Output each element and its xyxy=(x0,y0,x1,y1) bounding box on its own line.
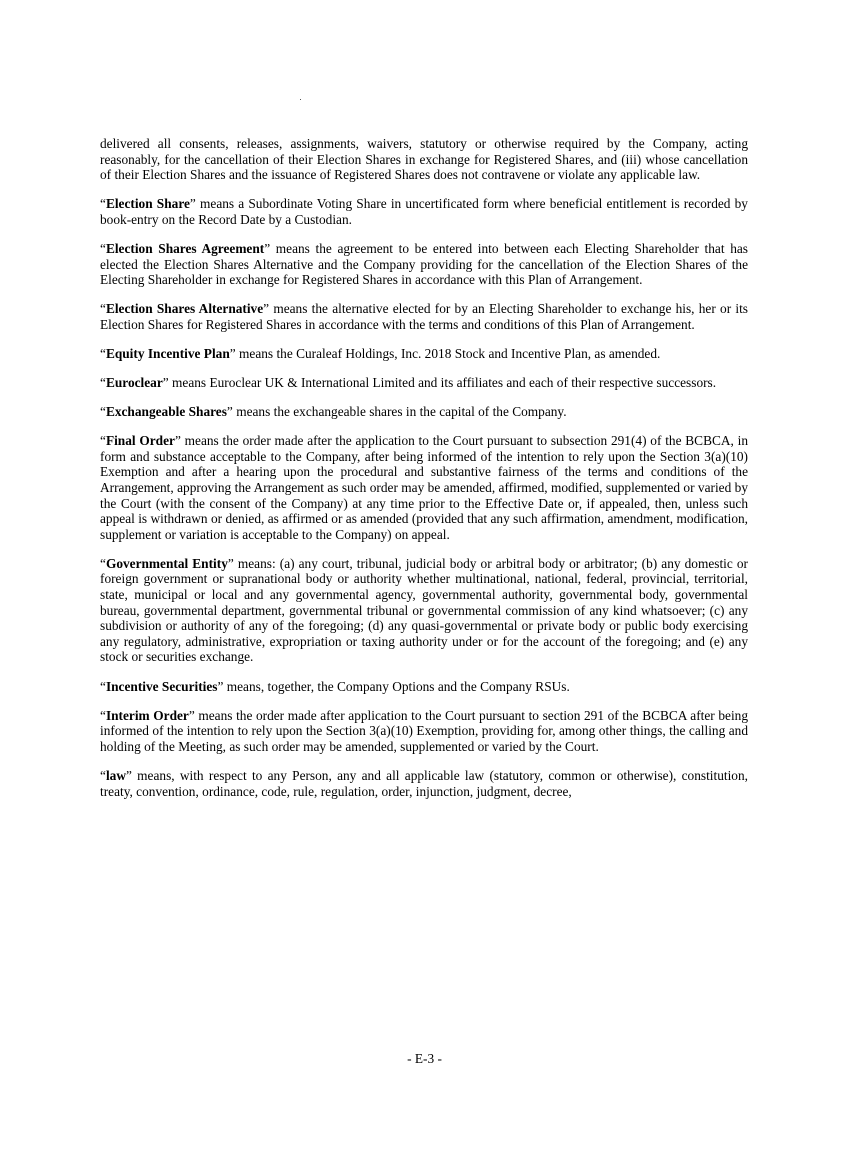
definition-election-shares-alternative: “Election Shares Alternative” means the alternative elected for by an Electing Shareholder to exchange his, her or its Election Shares for Registered Shares in accordance with the terms and conditions of this Plan of Arrangement. xyxy=(100,301,748,332)
definition-text: means the agreement to be entered into between each Electing Shareholder that has elected the Election Shares Alternative and the Company providing for the cancellation of the Election Shares of the Electing Shareholder in exchange for Registered Shares in accordance with this Plan of Arrangement. xyxy=(100,240,748,288)
scan-speck xyxy=(300,99,301,100)
definition-text: means the Curaleaf Holdings, Inc. 2018 Stock and Incentive Plan, as amended. xyxy=(235,345,661,361)
definition-text: means, with respect to any Person, any and all applicable law (statutory, common or otherwise), constitution, treaty, convention, ordinance, code, rule, regulation, order, injunction, judgment, decree, xyxy=(100,767,748,799)
defined-term: Exchangeable Shares xyxy=(105,404,227,420)
definition-text: means the order made after application to the Court pursuant to section 291 of the BCBCA after being informed of the intention to rely upon the Section 3(a)(10) Exemption, providing for, among other things, the calling and holding of the Meeting, as such order may be amended, supplemented or varied by the Court. xyxy=(100,707,748,754)
definition-final-order: “Final Order” means the order made after the application to the Court pursuant to subsection 291(4) of the BCBCA, in form and substance acceptable to the Company, after being informed of the intention to rely upon the Section 3(a)(10) Exemption and after a hearing upon the procedural and substantive fairness of the terms and conditions of the Arrangement, approving the Arrangement as such order may be amended, affirmed, modified, supplemented or varied by the Court (with the consent of the Company) at any time prior to the Effective Date or, if appealed, then, unless such appeal is withdrawn or denied, as affirmed or as amended (provided that any such affirmation, amendment, modification, supplement or variation is acceptable to the Company) on appeal. xyxy=(100,433,748,542)
defined-term: Final Order xyxy=(105,433,175,449)
definition-incentive-securities: “Incentive Securities” means, together, the Company Options and the Company RSUs. xyxy=(100,678,570,694)
definition-text: means the alternative elected for by an Electing Shareholder to exchange his, her or its Election Shares for Registered Shares in accordance with the terms and conditions of this Plan of Arrangement. xyxy=(100,301,748,332)
definition-text: means, together, the Company Options and the Company RSUs. xyxy=(223,678,570,694)
defined-term: Equity Incentive Plan xyxy=(105,345,230,361)
paragraph-continuation xyxy=(100,136,748,183)
definition-interim-order: “Interim Order” means the order made after application to the Court pursuant to section 291 of the BCBCA after being informed of the intention to rely upon the Section 3(a)(10) Exemption, providing for, among other things, the calling and holding of the Meeting, as such order may be amended, supplemented or varied by the Court. xyxy=(100,707,748,754)
definition-text: means the order made after the application to the Court pursuant to subsection 291(4) of the BCBCA, in form and substance acceptable to the Company, after being informed of the intention to rely upon the Section 3(a)(10) Exemption and after a hearing upon the procedural and substantive fairness of the terms and conditions of the Arrangement, approving the Arrangement as such order may be amended, affirmed, modified, supplemented or varied by the Court (with the consent of the Company) at any time prior to the Effective Date or, if appealed, then, unless such appeal is withdrawn or denied, as affirmed or as amended (provided that any such affirmation, amendment, modification, supplement or variation is acceptable to the Company) on appeal. xyxy=(100,433,748,542)
definition-text: means Euroclear UK & International Limited and its affiliates and each of their respective successors. xyxy=(168,375,717,391)
paragraph-text: delivered all consents, releases, assignments, waivers, statutory or otherwise required by the Company, acting reasonably, for the cancellation of their Election Shares in exchange for Registered Shares, and (iii) whose cancellation of their Election Shares and the issuance of Registered Shares does not contravene or violate any applicable law. xyxy=(100,136,748,183)
defined-term: Governmental Entity xyxy=(105,555,228,571)
definition-text: means the exchangeable shares in the capital of the Company. xyxy=(232,404,567,420)
definition-text: means: (a) any court, tribunal, judicial body or arbitral body or arbitrator; (b) any domestic or foreign government or supranational body or authority whether multinational, national, federal, provincial, territorial, state, municipal or local and any governmental agency, governmental authority, governmental body, governmental bureau, governmental department, governmental tribunal or governmental commission of any kind whatsoever; (c) any subdivision or authority of any of the foregoing; (d) any quasi-governmental or private body or public body exercising any regulatory, administrative, expropriation or taxing authority under or for the account of the foregoing; and (e) any stock or securities exchange. xyxy=(100,555,748,665)
definition-equity-incentive-plan: “Equity Incentive Plan” means the Curaleaf Holdings, Inc. 2018 Stock and Incentive Plan, as amended. xyxy=(100,345,661,361)
definition-election-share: “Election Share” means a Subordinate Voting Share in uncertificated form where beneficial entitlement is recorded by book-entry on the Record Date by a Custodian. xyxy=(100,196,748,227)
defined-term: Interim Order xyxy=(105,707,189,723)
definition-euroclear: “Euroclear” means Euroclear UK & International Limited and its affiliates and each of their respective successors. xyxy=(100,375,717,391)
definition-text: means a Subordinate Voting Share in uncertificated form where beneficial entitlement is recorded by book-entry on the Record Date by a Custodian. xyxy=(100,196,748,227)
defined-term: Election Share xyxy=(105,196,190,212)
definition-election-shares-agreement: “Election Shares Agreement” means the agreement to be entered into between each Electing Shareholder that has elected the Election Shares Alternative and the Company providing for the cancellation of the Election Shares of the Electing Shareholder in exchange for Registered Shares in accordance with this Plan of Arrangement. xyxy=(100,240,748,288)
defined-term: Incentive Securities xyxy=(105,678,218,694)
defined-term: Election Shares Alternative xyxy=(105,301,264,317)
defined-term: Euroclear xyxy=(105,375,163,391)
defined-term: Election Shares Agreement xyxy=(105,240,265,256)
defined-term: law xyxy=(105,767,126,783)
definition-governmental-entity: “Governmental Entity” means: (a) any court, tribunal, judicial body or arbitral body or arbitrator; (b) any domestic or foreign government or supranational body or authority whether multinational, national, federal, provincial, territorial, state, municipal or local and any governmental agency, governmental authority, governmental body, governmental bureau, governmental department, governmental tribunal or governmental commission of any kind whatsoever; (c) any subdivision or authority of any of the foregoing; (d) any quasi-governmental or private body or public body exercising any regulatory, administrative, expropriation or taxing authority under or for the account of the foregoing; and (e) any stock or securities exchange. xyxy=(100,555,748,665)
definition-law: “law” means, with respect to any Person, any and all applicable law (statutory, common or otherwise), constitution, treaty, convention, ordinance, code, rule, regulation, order, injunction, judgment, decree, xyxy=(100,767,748,799)
page-number: - E-3 - xyxy=(407,1051,442,1066)
definition-exchangeable-shares: “Exchangeable Shares” means the exchangeable shares in the capital of the Company. xyxy=(100,404,567,420)
document-body xyxy=(100,136,748,813)
